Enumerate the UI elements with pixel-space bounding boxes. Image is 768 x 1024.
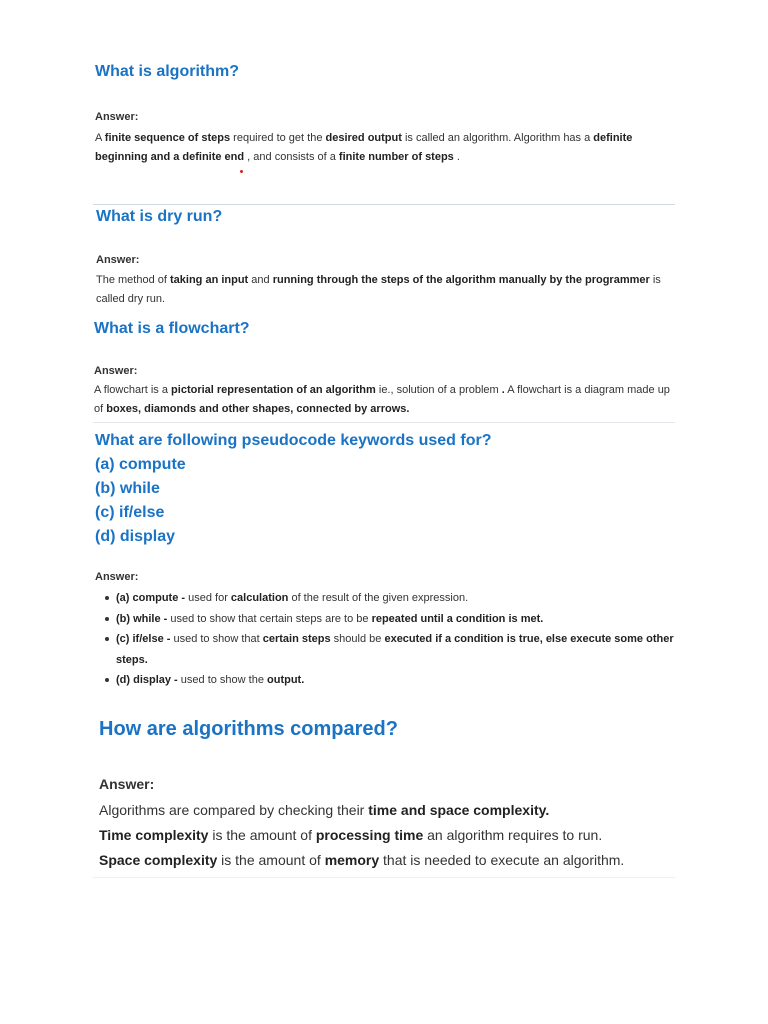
list-item: (d) display - used to show the output. xyxy=(101,670,676,691)
question-line: (a) compute xyxy=(95,456,186,473)
list-item: (a) compute - used for calculation of the result of the given expression. xyxy=(101,588,676,609)
list-item: (b) while - used to show that certain steps are to be repeated until a condition is met. xyxy=(101,609,676,630)
question-flowchart: What is a flowchart? xyxy=(94,320,250,337)
answer-line: Time complexity is the amount of processing time an algorithm requires to run. xyxy=(99,827,603,843)
answer-label: Answer: xyxy=(94,365,138,377)
answer-line: Space complexity is the amount of memory that is needed to execute an algorithm. xyxy=(99,852,625,868)
answer-line: Algorithms are compared by checking their time and space complexity. xyxy=(99,802,550,818)
answer-label: Answer: xyxy=(96,254,140,266)
list-item: (c) if/else - used to show that certain steps should be executed if a condition is true, else execute some other steps. xyxy=(101,629,676,670)
divider xyxy=(93,877,675,878)
question-line: What are following pseudocode keywords used for? xyxy=(95,432,492,449)
question-dry-run: What is dry run? xyxy=(96,208,223,225)
keyword-list xyxy=(101,588,676,691)
answer-flowchart: A flowchart is a pictorial representation of an algorithm ie., solution of a problem . A flowchart is a diagram made up of boxes, diamonds and other shapes, connected by arrows. xyxy=(94,384,670,415)
answer-label: Answer: xyxy=(99,776,155,792)
divider xyxy=(93,422,675,423)
question-pseudocode-keywords xyxy=(95,429,492,549)
answer-label: Answer: xyxy=(95,571,139,583)
question-line: (d) display xyxy=(95,528,176,545)
answer-algorithm: A finite sequence of steps required to get the desired output is called an algorithm. Algorithm has a definite beginning and a definite end , and consists of a finite number of steps . xyxy=(95,132,633,163)
answer-algorithms-compared xyxy=(99,798,679,873)
question-algorithm: What is algorithm? xyxy=(95,63,239,80)
divider xyxy=(93,204,675,205)
answer-label: Answer: xyxy=(95,111,139,123)
question-algorithms-compared: How are algorithms compared? xyxy=(99,718,398,740)
red-dot-mark xyxy=(240,170,243,173)
answer-dry-run: The method of taking an input and running through the steps of the algorithm manually by the programmer is called dry run. xyxy=(96,274,661,305)
question-line: (c) if/else xyxy=(95,504,165,521)
question-line: (b) while xyxy=(95,480,160,497)
